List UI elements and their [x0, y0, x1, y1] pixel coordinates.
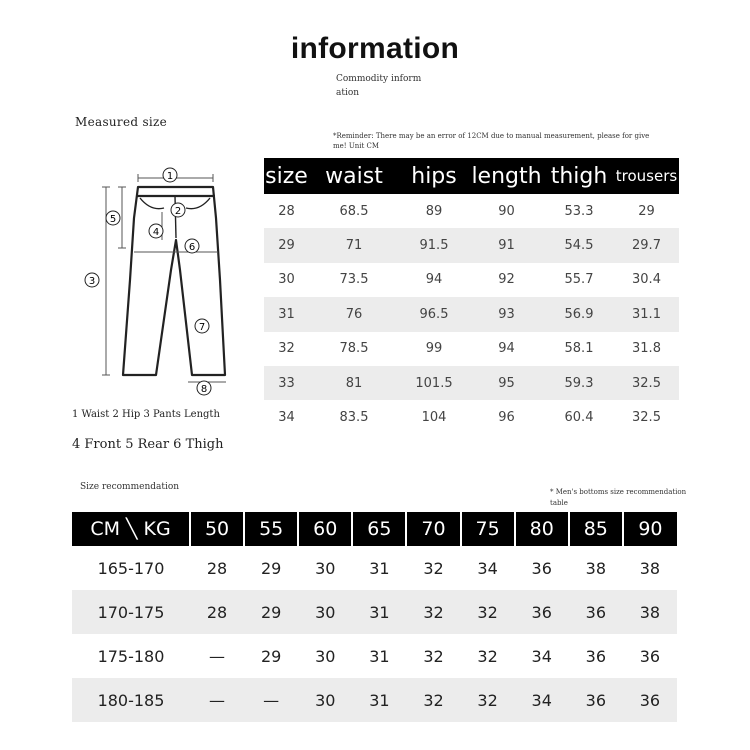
size-table-header	[264, 158, 679, 194]
table-cell: 81	[309, 366, 399, 400]
col-header-length: length	[469, 158, 544, 194]
size-cell: —	[209, 646, 226, 666]
measurement-guides	[102, 174, 226, 382]
table-row	[264, 366, 679, 400]
weight-header: 90	[623, 512, 677, 546]
size-cell: 32	[461, 678, 515, 722]
table-cell: 30.4	[632, 272, 661, 288]
table-cell: 32.5	[632, 410, 661, 426]
table-cell: 96.5	[399, 297, 469, 331]
size-cell: 36	[569, 590, 623, 634]
table-row	[72, 546, 677, 590]
size-cell: 30	[298, 678, 352, 722]
table-row	[264, 263, 679, 297]
marker-4	[149, 224, 163, 238]
table-cell: 101.5	[399, 366, 469, 400]
table-cell: 29	[638, 203, 655, 219]
table-cell: 34	[278, 410, 295, 426]
size-cell: 29	[244, 590, 298, 634]
marker-3	[85, 273, 99, 287]
table-cell: 91	[469, 228, 544, 262]
page-title: information	[290, 32, 460, 65]
size-cell: 29	[260, 646, 282, 666]
svg-text:5: 5	[109, 214, 117, 225]
table-cell: 56.9	[544, 297, 614, 331]
marker-6	[185, 239, 199, 253]
size-cell: 32	[423, 646, 444, 666]
table-cell: 73.5	[339, 272, 369, 288]
table-cell: 31.8	[632, 341, 661, 357]
recommendation-table	[72, 512, 677, 722]
table-cell: 55.7	[564, 272, 594, 288]
weight-header: 85	[569, 512, 623, 546]
table-cell: 58.1	[564, 341, 594, 357]
weight-header: 80	[515, 512, 569, 546]
table-cell: 104	[421, 410, 447, 426]
size-cell: 36	[639, 646, 661, 666]
size-cell: 36	[531, 558, 552, 578]
size-cell: 36	[569, 678, 623, 722]
marker-8	[197, 381, 211, 395]
table-cell: 94	[425, 272, 443, 288]
size-cell: 29	[260, 558, 282, 578]
svg-text:7: 7	[198, 322, 206, 333]
table-row	[264, 400, 679, 434]
size-cell: 32	[461, 590, 515, 634]
corner-header: CM ╲ KG	[72, 512, 190, 546]
size-cell: 28	[190, 590, 244, 634]
diagram-legend-line2: 4 Front 5 Rear 6 Thigh	[72, 437, 224, 452]
marker-2	[171, 203, 185, 217]
table-cell: 76	[309, 297, 399, 331]
table-cell: 29.7	[614, 228, 679, 262]
size-cell: 34	[531, 646, 552, 666]
table-cell: 54.5	[544, 228, 614, 262]
table-cell: 31.1	[614, 297, 679, 331]
height-range-cell: 170-175	[72, 590, 190, 634]
table-cell: 89	[425, 203, 443, 219]
reminder-note: *Reminder: There may be an error of 12CM due to manual measurement, please for give me! Unit CM	[333, 132, 650, 150]
height-range-cell: 180-185	[72, 678, 190, 722]
size-cell: 31	[369, 646, 390, 666]
size-cell: 32	[406, 590, 460, 634]
size-cell: 30	[298, 590, 352, 634]
table-cell: 28	[278, 203, 295, 219]
table-cell: 83.5	[339, 410, 369, 426]
weight-header: 50	[190, 512, 244, 546]
col-header-thigh: thigh	[544, 158, 614, 194]
table-cell: 68.5	[339, 203, 369, 219]
table-cell: 32.5	[614, 366, 679, 400]
size-cell: 28	[206, 558, 228, 578]
size-cell: —	[190, 678, 244, 722]
diagram-legend-line1: 1 Waist 2 Hip 3 Pants Length	[72, 409, 220, 420]
size-recommendation-label: Size recommendation	[80, 482, 180, 492]
measurement-markers	[85, 168, 211, 395]
size-cell: 34	[477, 558, 498, 578]
size-cell: 32	[406, 678, 460, 722]
marker-1	[163, 168, 177, 182]
marker-5	[106, 211, 120, 225]
svg-text:3: 3	[88, 276, 96, 287]
size-cell: 38	[639, 558, 661, 578]
col-header-trousers: trousers	[614, 158, 679, 194]
table-cell: 33	[264, 366, 309, 400]
table-cell: 32	[278, 341, 295, 357]
table-cell: 93	[469, 297, 544, 331]
size-cell: 32	[477, 646, 498, 666]
table-row	[72, 590, 677, 634]
size-cell: 36	[623, 678, 677, 722]
col-header-size: size	[264, 158, 309, 194]
size-cell: 31	[369, 558, 390, 578]
col-header-waist: waist	[309, 158, 399, 194]
table-row	[72, 634, 677, 678]
table-cell: 59.3	[544, 366, 614, 400]
size-table	[264, 158, 679, 435]
table-cell: 94	[498, 341, 515, 357]
table-cell: 99	[425, 341, 443, 357]
size-cell: 34	[515, 678, 569, 722]
table-row	[264, 332, 679, 366]
recommendation-table-header	[72, 512, 677, 546]
pants-diagram	[78, 160, 238, 400]
table-row	[264, 228, 679, 262]
table-cell: 78.5	[339, 341, 369, 357]
recommendation-note: * Men's bottoms size recommendation table	[550, 488, 687, 507]
page-subtitle: Commodity information	[336, 74, 422, 98]
height-range-cell: 165-170	[97, 558, 165, 578]
table-row	[72, 678, 677, 722]
svg-text:2: 2	[174, 206, 182, 217]
table-cell: 96	[498, 410, 515, 426]
svg-text:1: 1	[166, 171, 174, 182]
size-cell: —	[244, 678, 298, 722]
table-row	[264, 297, 679, 331]
marker-7	[195, 319, 209, 333]
table-cell: 60.4	[564, 410, 594, 426]
weight-header: 60	[298, 512, 352, 546]
svg-text:6: 6	[188, 242, 196, 253]
table-cell: 30	[278, 272, 295, 288]
table-row	[264, 194, 679, 228]
svg-text:4: 4	[152, 227, 160, 238]
svg-text:8: 8	[200, 384, 208, 395]
table-cell: 92	[498, 272, 515, 288]
size-cell: 31	[352, 678, 406, 722]
table-cell: 71	[309, 228, 399, 262]
size-cell: 38	[585, 558, 606, 578]
size-cell: 31	[352, 590, 406, 634]
weight-header: 65	[352, 512, 406, 546]
size-cell: 30	[315, 558, 336, 578]
size-cell: 38	[623, 590, 677, 634]
col-header-hips: hips	[399, 158, 469, 194]
table-cell: 91.5	[399, 228, 469, 262]
weight-header: 75	[461, 512, 515, 546]
table-cell: 29	[264, 228, 309, 262]
height-range-cell: 175-180	[97, 646, 165, 666]
size-cell: 36	[585, 646, 606, 666]
table-cell: 90	[498, 203, 515, 219]
weight-header: 70	[406, 512, 460, 546]
table-cell: 53.3	[564, 203, 594, 219]
weight-header: 55	[244, 512, 298, 546]
measured-size-label: Measured size	[75, 115, 168, 129]
size-cell: 32	[423, 558, 444, 578]
size-cell: 36	[515, 590, 569, 634]
table-cell: 31	[264, 297, 309, 331]
size-cell: 30	[315, 646, 336, 666]
table-cell: 95	[469, 366, 544, 400]
